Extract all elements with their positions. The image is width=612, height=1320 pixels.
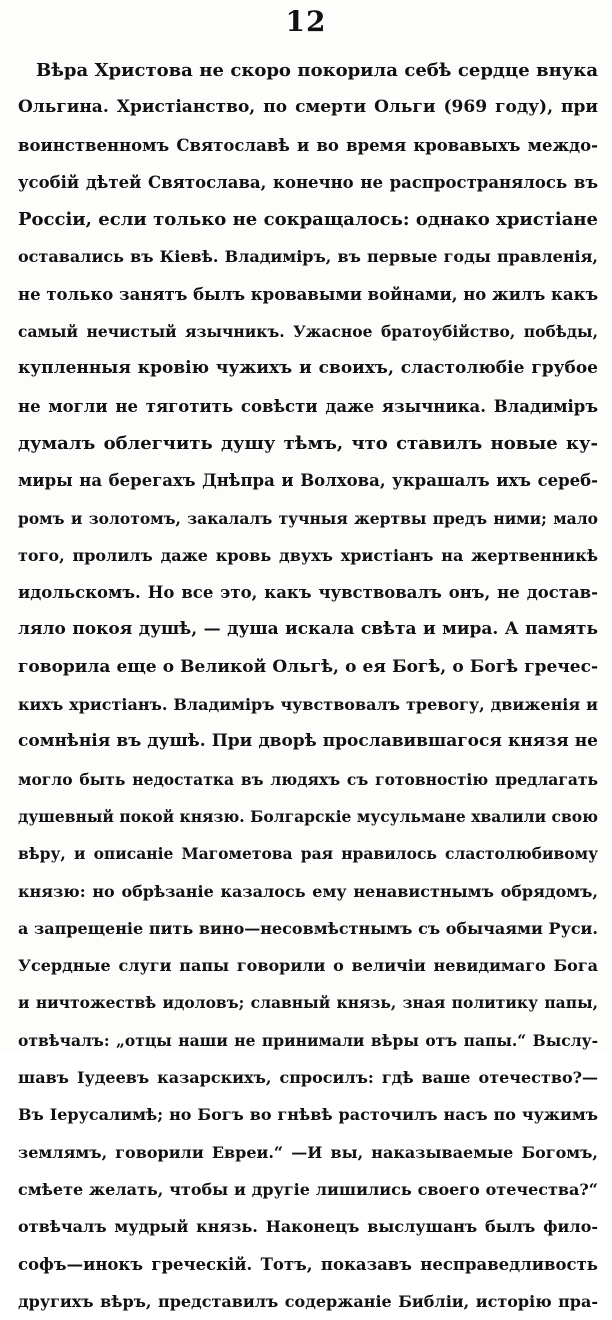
text-line: кихъ христіанъ. Владиміръ чувствовалъ тревогу, движенія и <box>18 695 598 715</box>
body-text <box>18 52 598 1320</box>
text-line: Усердные слуги папы говорили о величіи невидимаго Бога <box>18 956 598 976</box>
text-line: отвѣчалъ мудрый князь. Наконецъ выслушанъ былъ фило- <box>18 1217 598 1237</box>
text-line: смѣете желать, чтобы и другіе лишились своего отечества?“ <box>18 1179 598 1199</box>
text-line: землямъ, говорили Евреи.“ —И вы, наказываемые Богомъ, <box>18 1142 598 1162</box>
text-line: шавъ Іудеевъ казарскихъ, спросилъ: гдѣ ваше отечество?— <box>18 1068 598 1088</box>
text-line: душевный покой князю. Болгарскіе мусульмане хвалили свою <box>18 806 598 826</box>
text-line: ромъ и золотомъ, закалалъ тучныя жертвы предъ ними; мало <box>18 508 598 528</box>
text-line: отвѣчалъ: „отцы наши не принимали вѣры отъ папы.“ Выслу- <box>18 1030 598 1050</box>
text-line: вѣру, и описаніе Магометова рая нравилось сластолюбивому <box>18 844 598 864</box>
text-line: усобій дѣтей Святослава, конечно не распространялось въ <box>18 172 598 192</box>
text-line: не только занятъ былъ кровавыми войнами, но жилъ какъ <box>18 284 598 304</box>
text-line: сомнѣнія въ душѣ. При дворѣ прославившагося князя не <box>18 731 598 752</box>
text-line: и ничтожествѣ идоловъ; славный князь, зная политику папы, <box>18 993 598 1013</box>
text-line: самый нечистый язычникъ. Ужасное братоубійство, побѣды, <box>18 322 598 342</box>
text-line: ляло покоя душѣ, — душа искала свѣта и мира. А память <box>18 619 598 640</box>
text-line: того, пролилъ даже кровь двухъ христіанъ на жертвенникѣ <box>18 545 598 565</box>
text-line: воинственномъ Святославѣ и во время кровавыхъ междо- <box>18 135 598 155</box>
text-line: идольскомъ. Но все это, какъ чувствовалъ онъ, не достав- <box>18 583 598 603</box>
text-line: могло быть недостатка въ людяхъ съ готовностію предлагать <box>18 769 598 789</box>
text-line: купленныя кровію чужихъ и своихъ, сластолюбіе грубое <box>18 358 598 379</box>
page-number: 12 <box>285 5 327 38</box>
text-line: другихъ вѣръ, представилъ содержаніе Библіи, исторію пра- <box>18 1291 598 1311</box>
text-line: говорила еще о Великой Ольгѣ, о ея Богѣ, о Богѣ грeчес- <box>18 656 598 677</box>
text-line: Россіи, если только не сокращалось: однако христiане <box>18 209 598 231</box>
text-line: Ольгина. Христіанство, по смерти Ольги (969 году), при <box>18 97 598 118</box>
text-line: а запрещеніе пить вино—несовмѣстнымъ съ обычаями Руси. <box>18 918 598 938</box>
text-line: миры на берегахъ Днѣпра и Волхова, украшалъ ихъ сереб- <box>18 471 598 491</box>
text-line: не могли не тяготить совѣсти даже язычника. Владиміръ <box>18 396 598 416</box>
text-line: софъ—инокъ греческій. Тотъ, показавъ несправедливость <box>18 1254 598 1274</box>
text-line: оставались въ Кіевѣ. Владиміръ, въ первые годы правленія, <box>18 247 598 267</box>
text-line: думалъ облегчить душу тѣмъ, что ставилъ новые ку- <box>18 432 598 454</box>
text-line: Въ Іерусалимѣ; но Богъ во гнѣвѣ расточилъ насъ по чужимъ <box>18 1105 598 1125</box>
text-line: князю: но обрѣзаніе казалось ему ненавистнымъ обрядомъ, <box>18 881 598 901</box>
text-line: Вѣра Христова не скоро покорила себѣ сердце внука <box>36 60 598 81</box>
